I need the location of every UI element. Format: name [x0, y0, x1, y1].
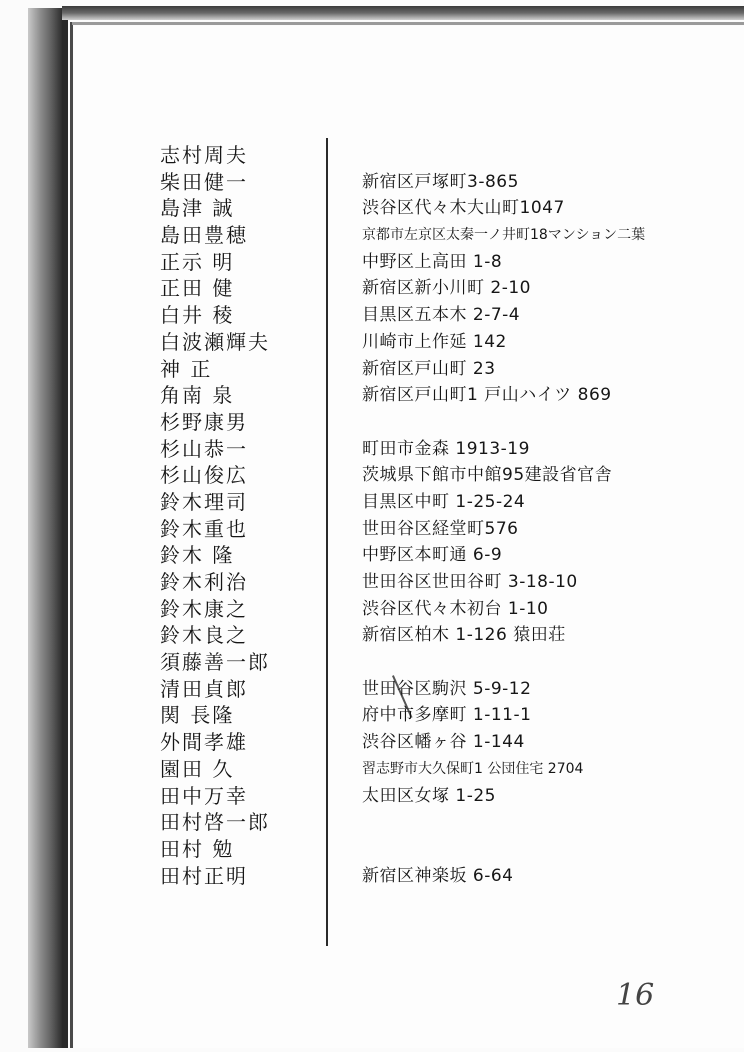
entry-name: 角南 泉	[160, 383, 235, 408]
entry-name: 正示 明	[160, 249, 235, 274]
entry-name: 鈴木理司	[160, 489, 248, 514]
entry-address: 川崎市上作延 142	[362, 331, 507, 352]
entry-address: 渋谷区幡ヶ谷 1-144	[362, 732, 525, 753]
entry-name: 鈴木 隆	[160, 543, 235, 568]
entry-name: 島津 誠	[160, 196, 235, 221]
page-edge-top	[62, 6, 744, 20]
entry-address	[362, 649, 702, 676]
entry-name: 外間孝雄	[160, 730, 248, 755]
entry-name: 杉野康男	[160, 409, 248, 434]
entry-name: 島田豊穂	[160, 223, 248, 248]
entry-address	[362, 142, 702, 169]
entry-address: 新宿区戸塚町3-865	[362, 171, 519, 192]
entry-address: 目黒区五本木 2-7-4	[362, 305, 521, 326]
page-number: 16	[616, 978, 655, 1013]
entry-name: 鈴木康之	[160, 596, 248, 621]
entry-address	[362, 809, 702, 836]
entry-address: 世田谷区経堂町576	[362, 518, 519, 539]
entry-address: 新宿区神楽坂 6-64	[362, 865, 514, 886]
entry-address: 中野区本町通 6-9	[362, 545, 503, 566]
entry-name: 田中万幸	[160, 783, 248, 808]
entry-address: 習志野市大久保町1 公団住宅 2704	[362, 760, 584, 777]
page-edge-left	[62, 18, 68, 1048]
entry-address: 新宿区戸山町 23	[362, 358, 496, 379]
entry-name: 清田貞郎	[160, 676, 248, 701]
entry-name: 鈴木重也	[160, 516, 248, 541]
entry-address: 目黒区中町 1-25-24	[362, 491, 526, 512]
binding-shadow	[28, 8, 62, 1048]
entry-address: 新宿区戸山町1 戸山ハイツ 869	[362, 385, 612, 406]
entry-name: 田村 勉	[160, 836, 235, 861]
entry-name: 柴田健一	[160, 169, 248, 194]
names-column	[160, 142, 320, 889]
entry-name: 杉山恭一	[160, 436, 248, 461]
entry-name: 田村正明	[160, 863, 248, 888]
entry-name: 鈴木利治	[160, 570, 248, 594]
entry-address: 世田谷区駒沢 5-9-12	[362, 678, 532, 699]
entry-address: 茨城県下館市中館95建設省官舎	[362, 465, 613, 486]
entry-address: 中野区上高田 1-8	[362, 251, 503, 272]
entry-address: 太田区女塚 1-25	[362, 785, 496, 806]
entry-address: 新宿区新小川町 2-10	[362, 278, 531, 299]
entry-address: 渋谷区代々木初台 1-10	[362, 598, 549, 619]
entry-name: 田村啓一郎	[160, 810, 270, 835]
entry-name: 須藤善一郎	[160, 650, 270, 675]
addresses-column	[362, 142, 702, 889]
page-edge-inner	[70, 22, 73, 1048]
entry-address: 新宿区柏木 1-126 猿田荘	[362, 625, 566, 646]
entry-name: 鈴木良之	[160, 623, 248, 648]
entry-name: 志村周夫	[160, 143, 248, 167]
entry-address: 町田市金森 1913-19	[362, 438, 530, 459]
entry-name: 関 長隆	[160, 703, 235, 728]
entry-address	[362, 836, 702, 863]
entry-address	[362, 409, 702, 436]
entry-name: 杉山俊広	[160, 463, 248, 488]
entry-address: 府中市多摩町 1-11-1	[362, 705, 532, 726]
entry-name: 園田 久	[160, 756, 235, 781]
entry-address: 世田谷区世田谷町 3-18-10	[362, 572, 578, 592]
entry-name: 白波瀬輝夫	[160, 329, 270, 354]
page-edge-top-inner	[72, 22, 744, 25]
entry-name: 神 正	[160, 356, 213, 381]
entry-name: 白井 稜	[160, 303, 235, 328]
entry-address: 京都市左京区太秦一ノ井町18マンション二葉	[362, 227, 646, 244]
entry-address: 渋谷区代々木大山町1047	[362, 198, 565, 219]
column-divider	[326, 138, 328, 946]
entry-name: 正田 健	[160, 276, 235, 301]
